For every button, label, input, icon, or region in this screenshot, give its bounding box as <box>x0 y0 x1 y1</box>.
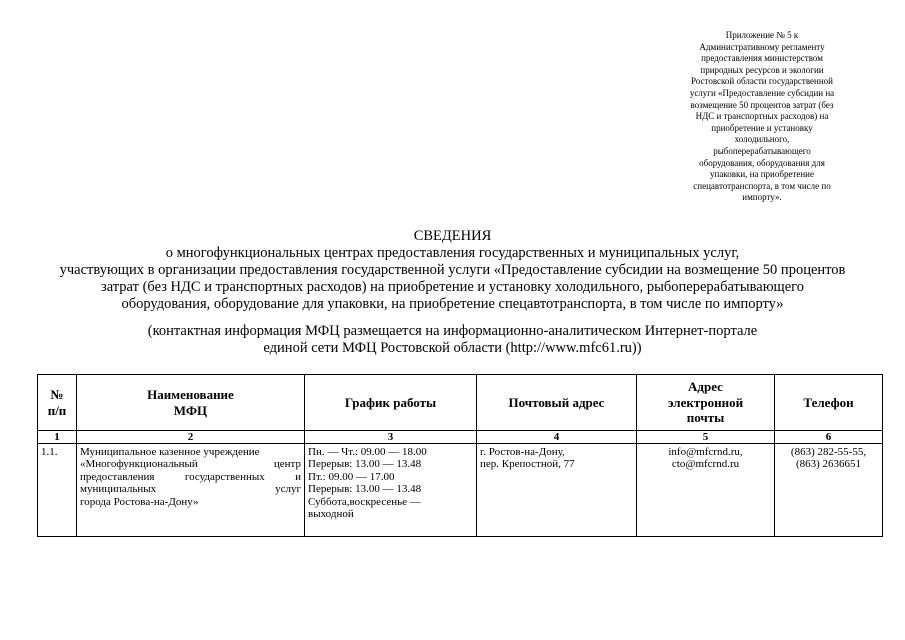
appendix-line: предоставления министерством <box>701 53 823 64</box>
heading-line: участвующих в организации предоставления государственной услуги «Предоставление субсидии на возмещение 50 процентов <box>59 262 846 278</box>
header-schedule: График работы <box>305 375 477 431</box>
table-row <box>38 444 883 537</box>
email-link[interactable]: info@mfcrnd.ru, <box>668 446 743 458</box>
heading-line: оборудования, оборудование для упаковки, на приобретение спецавтотранспорта, в том числе по импорту» <box>121 296 784 312</box>
appendix-line: приобретение и установку <box>711 122 813 133</box>
header-num: № п/п <box>38 375 77 431</box>
row-email <box>637 444 775 537</box>
column-number: 5 <box>637 431 775 444</box>
appendix-line: импорту». <box>742 192 782 203</box>
appendix-line: рыбоперерабатывающего <box>713 145 811 156</box>
appendix-note <box>662 30 862 204</box>
mfc-table <box>37 374 883 537</box>
row-phone: (863) 282-55-55, (863) 2636651 <box>775 444 883 537</box>
row-address: г. Ростов-на-Дону, пер. Крепостной, 77 <box>477 444 637 537</box>
header-address: Почтовый адрес <box>477 375 637 431</box>
heading-line: о многофункциональных центрах предоставления государственных и муниципальных услуг, <box>165 245 740 261</box>
appendix-line: упаковки, на приобретение <box>710 169 814 180</box>
column-number-row <box>38 431 883 444</box>
column-number: 3 <box>305 431 477 444</box>
column-number: 6 <box>775 431 883 444</box>
appendix-line: оборудования, оборудования для <box>699 157 825 168</box>
document-title: СВЕДЕНИЯ <box>413 228 492 244</box>
contact-note <box>0 323 905 357</box>
appendix-line: возмещение 50 процентов затрат (без <box>690 99 834 110</box>
appendix-line: Приложение № 5 к <box>725 30 799 40</box>
column-number: 2 <box>77 431 305 444</box>
row-num: 1.1. <box>38 444 77 537</box>
appendix-line: спецавтотранспорта, в том числе по <box>693 180 831 191</box>
contact-line: единой сети МФЦ Ростовской области (http://www.mfc61.ru)) <box>263 340 642 356</box>
header-email: Адрес электронной почты <box>637 375 775 431</box>
appendix-line: холодильного, <box>734 134 790 145</box>
header-phone: Телефон <box>775 375 883 431</box>
table-header-row <box>38 375 883 431</box>
email-link[interactable]: cto@mfcrnd.ru <box>671 458 740 471</box>
header-name: Наименование МФЦ <box>77 375 305 431</box>
appendix-line: услуги «Предоставление субсидии на <box>689 87 835 98</box>
column-number: 1 <box>38 431 77 444</box>
appendix-line: Ростовской области государственной <box>691 76 833 87</box>
row-schedule: Пн. — Чт.: 09.00 — 18.00 Перерыв: 13.00 — 13.48 Пт.: 09.00 — 17.00 Перерыв: 13.00 — 13.48 Суббота,воскресенье — выходной <box>305 444 477 537</box>
column-number: 4 <box>477 431 637 444</box>
appendix-line: НДС и транспортных расходов) на <box>695 111 829 122</box>
document-heading <box>0 228 905 313</box>
row-name: Муниципальное казенное учреждение «Многофункциональный центр предоставления государственных и муниципальных услуг города Ростова-на-Дону» <box>77 444 305 537</box>
appendix-line: Административному регламенту <box>699 41 825 52</box>
contact-line: (контактная информация МФЦ размещается на информационно-аналитическом Интернет-портале <box>147 323 758 339</box>
heading-line: затрат (без НДС и транспортных расходов) на приобретение и установку холодильного, рыбоперерабатывающего <box>101 279 804 295</box>
appendix-line: природных ресурсов и экологии <box>700 64 824 75</box>
